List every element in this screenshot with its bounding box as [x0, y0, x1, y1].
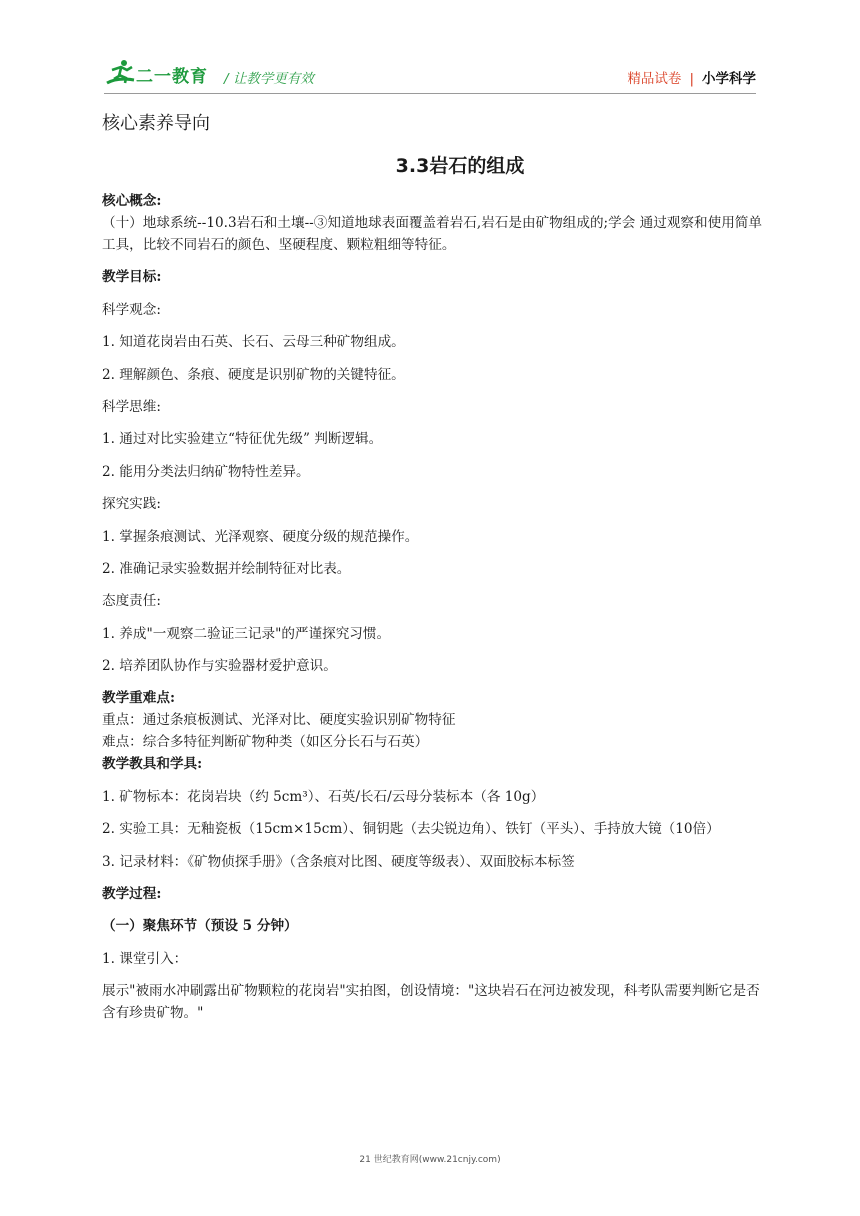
tools-heading: 教学教具和学具: — [102, 756, 203, 773]
logo-text: 二一教育 — [136, 67, 208, 87]
objective-item: 2. 能用分类法归纳矿物特性差异。 — [102, 463, 310, 480]
tool-item: 1. 矿物标本：花岗岩块（约 5cm³）、石英/长石/云母分装标本（各 10g） — [102, 788, 545, 805]
page-header — [104, 58, 756, 92]
runner-logo-icon — [104, 58, 138, 88]
tag-separator: | — [689, 71, 694, 87]
objective-group-title: 科学观念: — [102, 301, 161, 318]
objective-item: 1. 知道花岗岩由石英、长石、云母三种矿物组成。 — [102, 334, 405, 351]
objective-item: 1. 养成"一观察二验证三记录"的严谨探究习惯。 — [102, 625, 391, 642]
section-title: 核心素养导向 — [102, 113, 210, 134]
header-divider — [104, 93, 756, 94]
core-concept-heading: 核心概念: — [102, 193, 162, 209]
key-point-text: 重点：通过条痕板测试、光泽对比、硬度实验识别矿物特征 — [102, 712, 456, 729]
process-stage-title: （一）聚焦环节（预设 5 分钟） — [102, 918, 298, 935]
objective-group-title: 科学思维: — [102, 398, 161, 415]
tag-subject: 小学科学 — [702, 71, 756, 87]
difficult-point-text: 难点：综合多特征判断矿物种类（如区分长石与石英） — [102, 734, 429, 751]
objective-item: 2. 理解颜色、条痕、硬度是识别矿物的关键特征。 — [102, 366, 405, 383]
process-heading: 教学过程: — [102, 886, 162, 903]
logo — [104, 58, 214, 88]
objective-group-title: 探究实践: — [102, 496, 161, 513]
page-footer: 21 世纪教育网(www.21cnjy.com) — [359, 1155, 501, 1165]
tool-item: 2. 实验工具：无釉瓷板（15cm×15cm）、铜钥匙（去尖锐边角）、铁钉（平头）、手持放大镜（10倍） — [102, 821, 720, 838]
objective-group-title: 态度责任: — [102, 593, 161, 610]
objectives-heading: 教学目标: — [102, 269, 162, 286]
key-points-heading: 教学重难点: — [102, 690, 175, 707]
objective-item: 2. 培养团队协作与实验器材爱护意识。 — [102, 658, 337, 675]
process-step: 1. 课堂引入： — [102, 950, 188, 967]
document-body — [102, 110, 762, 1035]
objective-item: 1. 通过对比实验建立“特征优先级” 判断逻辑。 — [102, 431, 383, 448]
process-intro-text: 展示"被雨水冲刷露出矿物颗粒的花岗岩"实拍图，创设情境："这块岩石在河边被发现，科考队需要判断它是否含有珍贵矿物。" — [102, 983, 760, 1022]
tool-item: 3. 记录材料：《矿物侦探手册》（含条痕对比图、硬度等级表）、双面胶标本标签 — [102, 853, 575, 870]
document-title: 3.3岩石的组成 — [395, 155, 525, 177]
slogan: / 让教学更有效 — [224, 71, 314, 87]
objective-item: 2. 准确记录实验数据并绘制特征对比表。 — [102, 560, 351, 577]
header-tags — [627, 67, 756, 87]
tag-premium-paper: 精品试卷 — [627, 71, 682, 87]
core-concept-text: （十）地球系统--10.3岩石和土壤--③知道地球表面覆盖着岩石,岩石是由矿物组成的;学会 通过观察和使用简单工具，比较不同岩石的颜色、坚硬程度、颗粒粗细等特征。 — [102, 215, 762, 253]
objective-item: 1. 掌握条痕测试、光泽观察、硬度分级的规范操作。 — [102, 528, 419, 545]
